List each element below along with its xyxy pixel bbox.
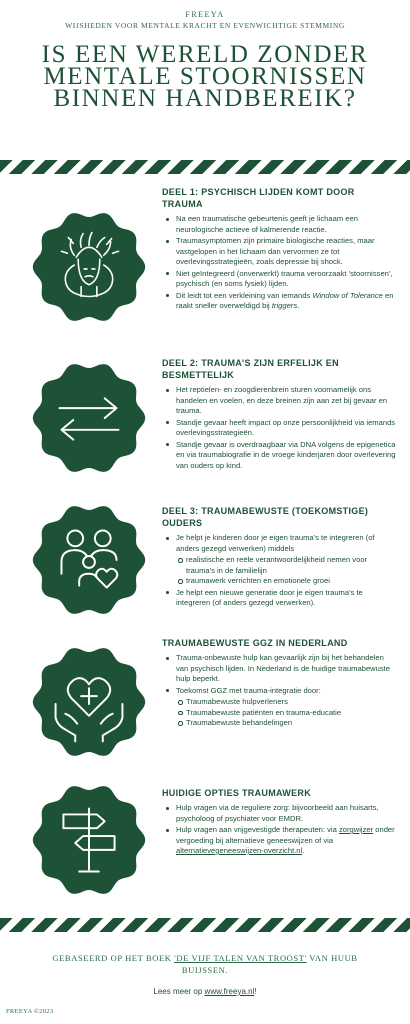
section-content <box>162 357 398 472</box>
website-link[interactable]: www.freeya.nl <box>204 987 255 996</box>
list-item: Hulp vragen via de reguliere zorg: bijvoorbeeld aan huisarts, psycholoog of psychiater voor EMDR. <box>162 803 398 824</box>
text: Hulp vragen aan vrijgevestigde therapeuten: via <box>176 825 339 834</box>
book-link[interactable]: 'DE VIJF TALEN VAN TROOST' <box>174 953 307 963</box>
text: . <box>297 301 300 310</box>
emphasis: triggers <box>271 301 298 310</box>
signpost-icon <box>30 781 148 899</box>
list-item: Traumasymptomen zijn primaire biologische reacties, maar vastgelopen in het lichaam dan vervormen ze tot overlevingsstrategieën, zoals depressie bij shock. <box>162 236 398 268</box>
text: VAN HUUB BUIJSSEN. <box>181 953 358 975</box>
copyright: FREEYA ©2023 <box>6 1008 54 1015</box>
bullet-list <box>162 385 398 471</box>
family-heart-icon <box>30 501 148 619</box>
list-item: Standje gevaar heeft impact op onze persoonlijkheid via iemands overlevingsstrategieën. <box>162 418 398 439</box>
section-content <box>162 787 398 858</box>
text: Toekomst GGZ met trauma-integratie door: <box>176 685 321 695</box>
text: . <box>302 846 305 855</box>
text: Lees meer op <box>153 987 205 996</box>
hands-heart-cross-icon <box>30 643 148 761</box>
sub-list <box>176 555 398 587</box>
opposite-arrows-icon <box>30 359 148 477</box>
footer-read-more <box>0 987 410 996</box>
sub-list <box>176 697 398 729</box>
section-content <box>162 637 398 730</box>
sub-list-item: Traumabewuste hulpverleners <box>176 697 398 708</box>
stripe-divider-top <box>0 160 410 174</box>
sub-list-item: realistische en reële verantwoordelijkheid nemen voor trauma's in de familielijn <box>176 555 398 576</box>
list-item <box>162 291 398 312</box>
list-item: Niet geïntegreerd (onverwerkt) trauma veroorzaakt 'stoornissen', psychisch (en soms fysiek) lijden. <box>162 269 398 290</box>
text: Dit leidt tot een verkleining van iemands <box>176 290 313 300</box>
text: en raakt sneller overweldigd bij <box>176 290 394 310</box>
list-item <box>162 533 398 587</box>
zorgwijzer-link[interactable]: zorgwijzer <box>338 825 374 834</box>
tagline: WIJSHEDEN VOOR MENTALE KRACHT EN EVENWICHTIGE STEMMING <box>65 21 345 30</box>
list-item <box>162 686 398 729</box>
list-item: Je helpt een nieuwe generatie door je eigen trauma's te integreren (of anders gezegd verwerken). <box>162 588 398 609</box>
text: GEBASEERD OP HET BOEK <box>52 953 175 963</box>
section-content <box>162 186 398 313</box>
section-heading: DEEL 2: TRAUMA'S ZIJN ERFELIJK EN BESMETTELIJK <box>162 358 339 380</box>
bullet-list <box>162 533 398 609</box>
bullet-list <box>162 803 398 857</box>
section-heading: HUIDIGE OPTIES TRAUMAWERK <box>162 788 312 798</box>
stripe-divider-bottom <box>0 918 410 932</box>
bullet-list <box>162 214 398 312</box>
brand-name: FREEYA <box>185 10 225 19</box>
sub-list-item: traumawerk verrichten en emotionele groei <box>176 576 398 587</box>
list-item <box>162 825 398 857</box>
emphasis: Window of Tolerance <box>312 290 383 300</box>
overzicht-link[interactable]: alternatievegeneeswijzen-overzicht.nl <box>176 846 303 855</box>
section-heading: DEEL 3: TRAUMABEWUSTE (TOEKOMSTIGE) OUDERS <box>162 506 369 528</box>
section-heading: DEEL 1: PSYCHISCH LIJDEN KOMT DOOR TRAUMA <box>162 187 355 209</box>
bullet-list <box>162 653 398 729</box>
section-content <box>162 505 398 610</box>
section-heading: TRAUMABEWUSTE GGZ IN NEDERLAND <box>162 638 348 648</box>
sub-list-item: Traumabewuste patiënten en trauma-educatie <box>176 708 398 719</box>
stressed-person-icon <box>30 208 148 326</box>
text: ! <box>254 987 257 996</box>
header <box>0 0 410 160</box>
footer-source <box>40 952 370 976</box>
list-item: Na een traumatische gebeurtenis geeft je lichaam een neurologische actieve of kalmerende reactie. <box>162 214 398 235</box>
text: onder vergoeding bij alternatieve geneeswijzen of via <box>176 825 395 845</box>
list-item: Het reptielen- en zoogdierenbrein sturen voornamelijk ons handelen en voelen, en deze breinen zijn aan zet bij gevaar en trauma. <box>162 385 398 417</box>
list-item: Standje gevaar is overdraagbaar via DNA volgens de epigenetica en via traumabiografie in de vroege kinderjaren door overlevering van ouders op kind. <box>162 440 398 472</box>
list-item: Trauma-onbewuste hulp kan gevaarlijk zijn bij het behandelen van psychisch lijden. In Nederland is de huidige traumabewuste hulp beperkt. <box>162 653 398 685</box>
page-title: IS EEN WERELD ZONDER MENTALE STOORNISSEN BINNEN HANDBEREIK? <box>41 41 369 112</box>
text: Je helpt je kinderen door je eigen trauma's te integreren (of anders gezegd verwerken) middels <box>176 533 375 553</box>
sub-list-item: Traumabewuste behandelingen <box>176 718 398 729</box>
